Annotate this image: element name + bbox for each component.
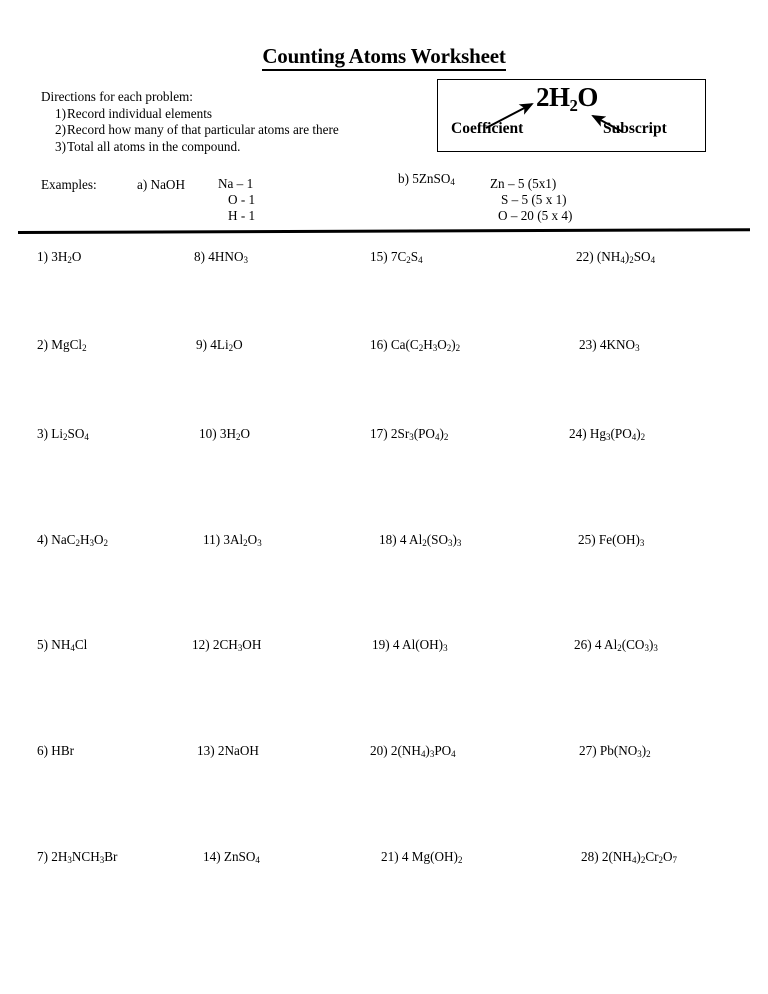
direction-step-3-text: Total all atoms in the compound. xyxy=(67,138,241,154)
problem-number: 24) xyxy=(569,426,590,441)
problem-item xyxy=(569,426,645,443)
problem-number: 19) xyxy=(372,637,393,652)
problem-formula: $NH_4Cl$ xyxy=(51,637,88,654)
problem-formula: $Hg_3(PO_4)_2$ xyxy=(589,426,646,443)
problem-number: 9) xyxy=(196,337,211,352)
problem-formula: $2(NH_4)_2Cr_2O_7$ xyxy=(601,849,677,866)
direction-step-1 xyxy=(41,106,441,123)
directions-list xyxy=(41,106,441,156)
problem-number: 17) xyxy=(370,426,391,441)
problem-number: 18) xyxy=(379,532,400,547)
problem-number: 6) xyxy=(37,743,52,758)
problem-formula: $2CH_3OH$ xyxy=(212,637,262,654)
problem-item xyxy=(197,743,259,759)
problem-formula: $NaC_2H_3O_2$ xyxy=(51,532,108,549)
problem-number: 22) xyxy=(576,249,597,264)
problem-formula: 2NaOH xyxy=(217,743,259,758)
problem-formula: 4 $Al_2(CO_3)_3$ xyxy=(594,637,658,654)
problem-item xyxy=(37,849,117,866)
problem-number: 3) xyxy=(37,426,52,441)
formula-subscript: 2 xyxy=(569,95,578,115)
problem-number: 4) xyxy=(37,532,52,547)
example-b-count-2: S – 5 (5 x 1) xyxy=(501,192,567,207)
example-a-count-2: O - 1 xyxy=(228,192,256,207)
problem-number: 14) xyxy=(203,849,224,864)
direction-step-3 xyxy=(41,139,441,156)
problem-item xyxy=(192,637,261,654)
coefficient-label: Coefficient xyxy=(451,120,524,137)
problem-item xyxy=(578,532,644,549)
problem-number: 10) xyxy=(199,426,220,441)
problem-item xyxy=(37,743,74,759)
directions-heading: Directions for each problem: xyxy=(41,89,193,104)
formula-prefix: 2H xyxy=(536,82,570,112)
problem-formula: $Li_2SO_4$ xyxy=(51,426,89,443)
direction-step-2-number: 2) xyxy=(55,122,66,138)
example-b-counts xyxy=(490,176,572,224)
problem-item xyxy=(579,337,640,354)
problem-item xyxy=(574,637,658,654)
problem-formula: $Pb(NO_3)_2$ xyxy=(599,743,651,760)
direction-step-2-text: Record how many of that particular atoms are there xyxy=(67,122,339,138)
problem-formula: HBr xyxy=(51,743,75,758)
problem-formula: $3H_2O$ xyxy=(51,249,82,266)
problem-item xyxy=(203,849,260,866)
direction-step-1-text: Record individual elements xyxy=(67,105,213,121)
problem-item xyxy=(196,337,243,354)
problem-number: 12) xyxy=(192,637,213,652)
problem-formula: $4KNO_3$ xyxy=(599,337,640,354)
direction-step-2 xyxy=(41,122,441,139)
problem-item xyxy=(37,337,87,354)
page-title-text: Counting Atoms Worksheet xyxy=(262,44,505,71)
problem-number: 25) xyxy=(578,532,599,547)
example-b-count-3: O – 20 (5 x 4) xyxy=(498,208,573,223)
problem-formula: ZnSO$_4$ xyxy=(223,849,260,866)
problem-formula: $Fe(OH)_3$ xyxy=(598,532,645,549)
problem-formula: 4 $Al(OH)_3$ xyxy=(392,637,448,654)
problem-formula: $Ca(C_2H_3O_2)_2$ xyxy=(390,337,461,354)
page-title xyxy=(0,44,768,69)
directions-block xyxy=(41,89,441,155)
problem-formula: MgCl$_2$ xyxy=(51,337,87,354)
example-a-counts xyxy=(218,176,255,224)
problem-item xyxy=(370,743,456,760)
problem-formula: $2Sr_3(PO_4)_2$ xyxy=(390,426,449,443)
coefficient-subscript-diagram xyxy=(437,79,706,152)
problem-formula: $3Al_2O_3$ xyxy=(223,532,262,549)
problem-item xyxy=(581,849,677,866)
problem-number: 23) xyxy=(579,337,600,352)
problem-number: 26) xyxy=(574,637,595,652)
problem-item xyxy=(379,532,461,549)
problem-item xyxy=(579,743,651,760)
problem-item xyxy=(372,637,448,654)
problem-item xyxy=(203,532,262,549)
direction-step-1-number: 1) xyxy=(55,105,66,121)
horizontal-rule xyxy=(18,228,750,234)
problem-number: 16) xyxy=(370,337,391,352)
problem-number: 1) xyxy=(37,249,52,264)
subscript-label: Subscript xyxy=(603,120,667,137)
problem-formula: $2(NH_4)_3PO_4$ xyxy=(390,743,456,760)
problem-number: 20) xyxy=(370,743,391,758)
problem-formula: $2H_3NCH_3Br$ xyxy=(51,849,118,866)
example-formula-2h2o xyxy=(536,82,598,113)
formula-suffix: O xyxy=(577,82,598,112)
problem-number: 8) xyxy=(194,249,209,264)
problem-number: 15) xyxy=(370,249,391,264)
example-b-formula: b) 5ZnSO$_4$ xyxy=(398,171,455,188)
problem-formula: $7C_2S_4$ xyxy=(390,249,423,266)
problem-item xyxy=(576,249,655,266)
problem-item xyxy=(37,532,108,549)
problem-item xyxy=(370,337,460,354)
problem-item xyxy=(381,849,462,866)
example-a-count-3: H - 1 xyxy=(228,208,256,223)
problem-formula: $3H_2O$ xyxy=(219,426,251,443)
problem-number: 11) xyxy=(203,532,224,547)
problem-formula: $4HNO_3$ xyxy=(208,249,248,266)
problem-item xyxy=(194,249,248,266)
direction-step-3-number: 3) xyxy=(55,138,66,154)
example-b-count-1: Zn – 5 (5x1) xyxy=(490,176,557,191)
problem-item xyxy=(370,249,423,266)
example-a-count-1: Na – 1 xyxy=(218,176,254,191)
problem-number: 5) xyxy=(37,637,52,652)
problem-formula: $(NH_4)_2SO_4$ xyxy=(596,249,656,266)
problem-item xyxy=(370,426,448,443)
problem-number: 2) xyxy=(37,337,52,352)
problem-item xyxy=(37,249,81,266)
problem-number: 7) xyxy=(37,849,52,864)
problem-number: 21) xyxy=(381,849,402,864)
problem-number: 13) xyxy=(197,743,218,758)
examples-label: Examples: xyxy=(41,177,97,192)
problem-number: 28) xyxy=(581,849,602,864)
example-a-formula: a) NaOH xyxy=(137,177,185,192)
problem-item xyxy=(37,426,89,443)
problem-formula: 4 $Mg(OH)_2$ xyxy=(401,849,463,866)
problem-number: 27) xyxy=(579,743,600,758)
problem-formula: 4 $Al_2(SO_3)_3$ xyxy=(399,532,462,549)
problem-item xyxy=(199,426,250,443)
problem-item xyxy=(37,637,87,654)
problem-formula: $4Li_2O$ xyxy=(210,337,243,354)
